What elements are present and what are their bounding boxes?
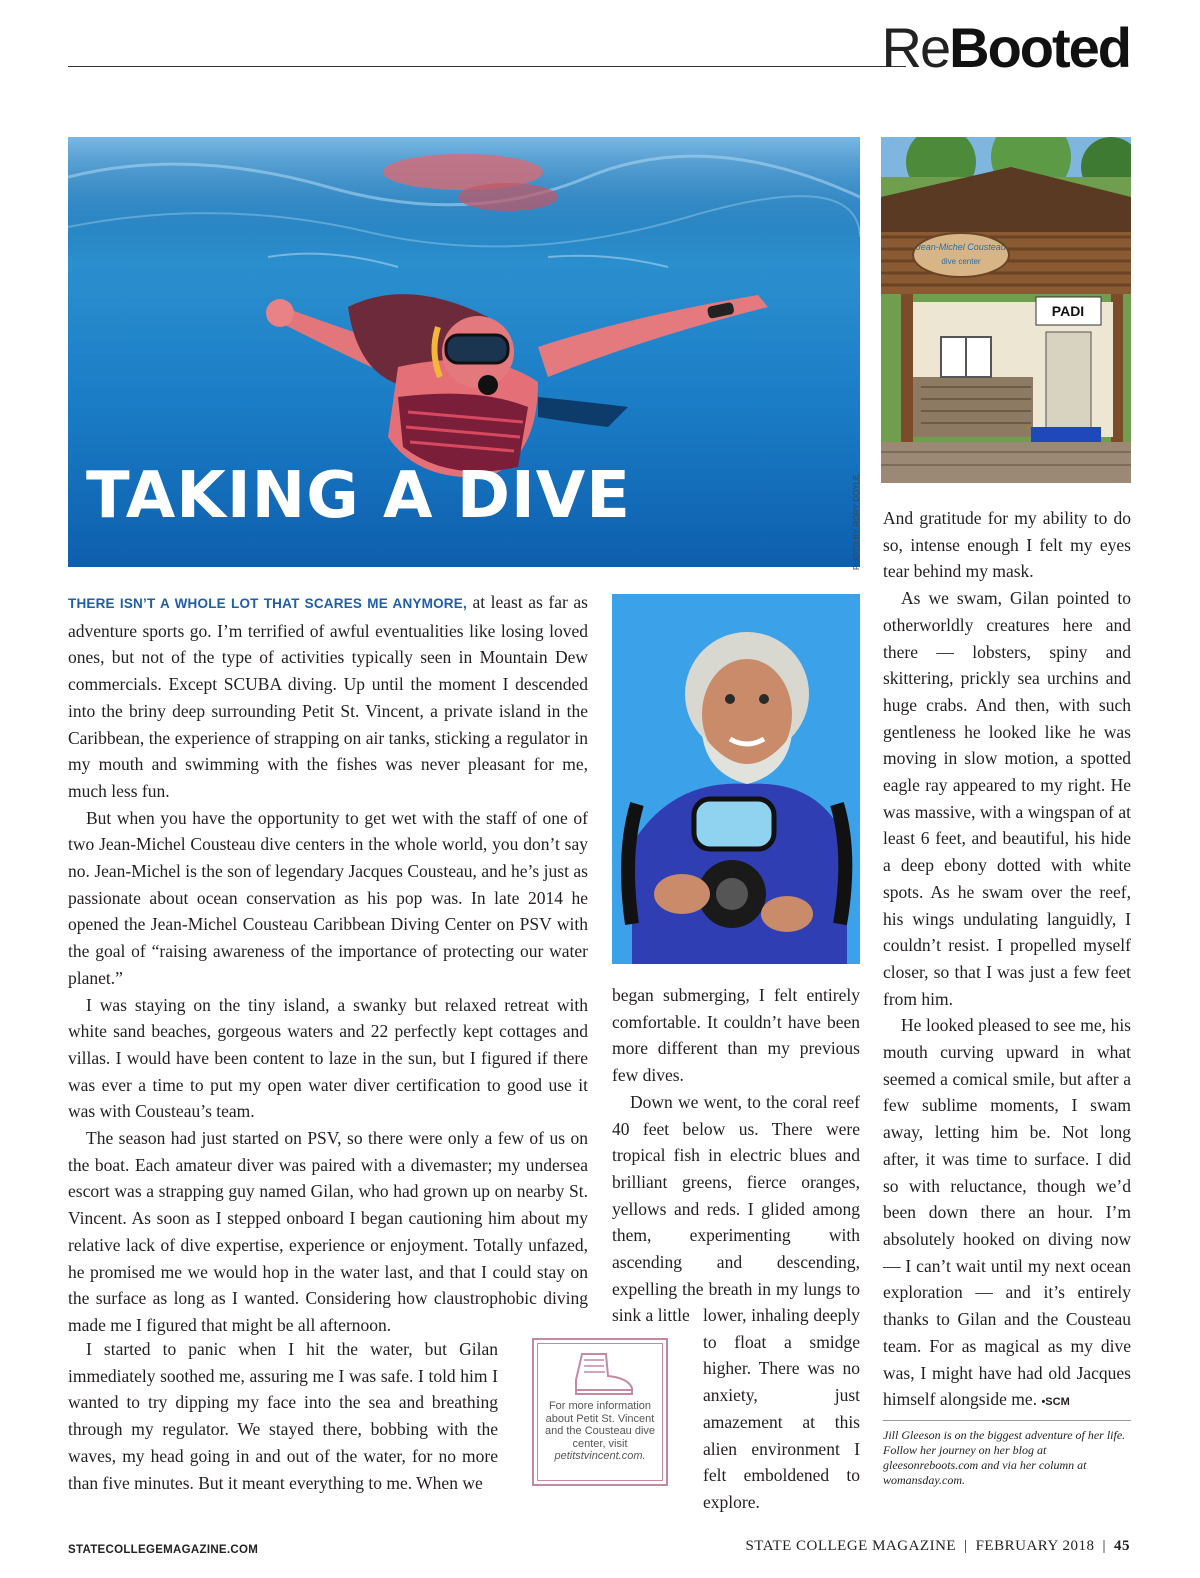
photo-credit: PHOTO BY RORY DOYLE: [852, 474, 861, 570]
author-bio: Jill Gleeson is on the biggest adventure of her life. Follow her journey on her blog at gleesonreboots.com and via her column at womansday.com.: [883, 1428, 1126, 1487]
cousteau-portrait: [612, 594, 860, 964]
paragraph-6-continued: lower, inhaling deeply to float a smidge higher. There was no anxiety, just amazement at this alien environment I felt emboldened to explore.: [703, 1305, 860, 1512]
sign-line2: dive center: [941, 257, 981, 266]
hero-photo: [68, 137, 860, 567]
brand-light: Re: [881, 16, 950, 79]
dive-center-photo: [881, 137, 1131, 483]
paragraph-5: I started to panic when I hit the water, but Gilan immediately soothed me, assuring me I was safe. I told him I wanted to try dipping my face into the sea and breathing through my regulator. We stayed there, bobbing with the waves, my head going in and out of the water, for no more than five minutes. But it meant everything to me. When we: [68, 1339, 498, 1493]
info-box: [532, 1338, 668, 1486]
paragraph-6: Down we went, to the coral reef 40 feet below us. There were tropical fish in electric blues and brilliant greens, fierce oranges, yellows and reds. I glided among them, experimenting with ascending and descending, expelling the breath in my lungs to sink a little: [612, 1091, 860, 1326]
footer-separator-1: |: [964, 1538, 968, 1554]
padi-sign: PADI: [1051, 303, 1085, 319]
paragraph-2: But when you have the opportunity to get wet with the staff of one of two Jean-Michel Cousteau dive centers in the whole world, you don’t say no. Jean-Michel is the son of legendary Jacques Cousteau, and he’s just as passionate about ocean conservation as his pop was. In late 2014 he opened the Jean-Michel Cousteau Caribbean Diving Center on PSV with the goal of “raising awareness of the importance of protecting our water planet.”: [68, 807, 588, 988]
info-box-text: For more information about Petit St. Vincent and the Cousteau dive center, visit: [544, 1400, 656, 1450]
paragraph-4: The season had just started on PSV, so there were only a few of us on the boat. Each amateur diver was paired with a divemaster; my undersea escort was a strapping guy named Gilan, who had grown up on nearby St. Vincent. As soon as I stepped onboard I began cautioning him about my relative lack of dive expertise, experience or enjoyment. Totally unfazed, he promised me we would hop in the water last, and that I could stay on the surface as long as I wanted. Considering how claustrophobic diving made me I figured that might be all afternoon.: [68, 1128, 588, 1335]
end-mark: •SCM: [1041, 1396, 1070, 1409]
paragraph-5-continued: began submerging, I felt entirely comfortable. It couldn’t have been more different than my previous few dives.: [612, 985, 860, 1086]
article-column-2-lower: [703, 1302, 860, 1516]
info-box-url[interactable]: petitstvincent.com.: [554, 1450, 646, 1462]
footer-issue: FEBRUARY 2018: [975, 1538, 1095, 1554]
info-box-inner: [537, 1343, 663, 1481]
paragraph-8: As we swam, Gilan pointed to otherworldly creatures here and there — lobsters, spiny and skittering, prickly sea urchins and huge crabs. And then, with such gentleness he looked like he was moving in slow motion, a spotted eagle ray appeared to my right. He was massive, with a wingspan of at least 6 feet, and beautiful, his hide a deep ebony dotted with white spots. As he swam over the reef, his wings undulating languidly, I couldn’t resist. I propelled myself closer, so that I was just a few feet from him.: [883, 588, 1131, 1009]
page-number: 45: [1114, 1538, 1130, 1554]
article-lede: THERE ISN’T A WHOLE LOT THAT SCARES ME ANYMORE,: [68, 596, 467, 611]
bio-rule: [883, 1420, 1131, 1421]
brand-bold: Booted: [949, 16, 1130, 79]
article-title: TAKING A DIVE: [86, 459, 631, 533]
section-brand: [882, 18, 1130, 78]
header-rule: [68, 66, 906, 67]
paragraph-9: [883, 1012, 1131, 1416]
footer-magazine: STATE COLLEGE MAGAZINE: [745, 1538, 957, 1554]
article-column-3: [883, 505, 1131, 1416]
paragraph-7: And gratitude for my ability to do so, intense enough I felt my eyes tear behind my mask.: [883, 508, 1131, 582]
paragraph-1-text: at least as far as adventure sports go. I’m terrified of awful eventualities like losing loved ones, but not of the type of activities typically seen in Mountain Dew commercials. Except SCUBA diving. Up until the moment I descended into the briny deep surrounding Petit St. Vincent, a private island in the Caribbean, the experience of strapping on air tanks, sticking a regulator in my mouth and swimming with the fishes was never pleasant for me, much less fun.: [68, 592, 588, 801]
paragraph-1: [68, 589, 588, 805]
sign-line1: Jean-Michel Cousteau: [916, 242, 1006, 252]
paragraph-3: I was staying on the tiny island, a swanky but relaxed retreat with white sand beaches, gorgeous waters and 22 perfectly kept cottages and villas. I would have been content to laze in the sun, but I figured if there was ever a time to put my open water diver certification to good use it was with Cousteau’s team.: [68, 994, 588, 1122]
article-column-1-lower: [68, 1336, 498, 1496]
paragraph-9-text: He looked pleased to see me, his mouth curving upward in what seemed a comical smile, but after a few sublime moments, I swam away, letting him be. Not long after, it was time to surface. I did so with reluctance, though we’d been down there an hour. I’m absolutely hooked on diving now — I can’t wait until my next ocean exploration — and it’s entirely thanks to Gilan and the Cousteau team. For as magical as my dive was, I might have had old Jacques himself alongside me.: [883, 1015, 1131, 1410]
footer-folio: [745, 1538, 1130, 1555]
article-column-2: [612, 982, 860, 1329]
footer-separator-2: |: [1102, 1538, 1106, 1554]
boot-icon: [562, 1350, 638, 1400]
article-column-1: [68, 589, 588, 1339]
footer-website: STATECOLLEGEMAGAZINE.COM: [68, 1544, 259, 1556]
